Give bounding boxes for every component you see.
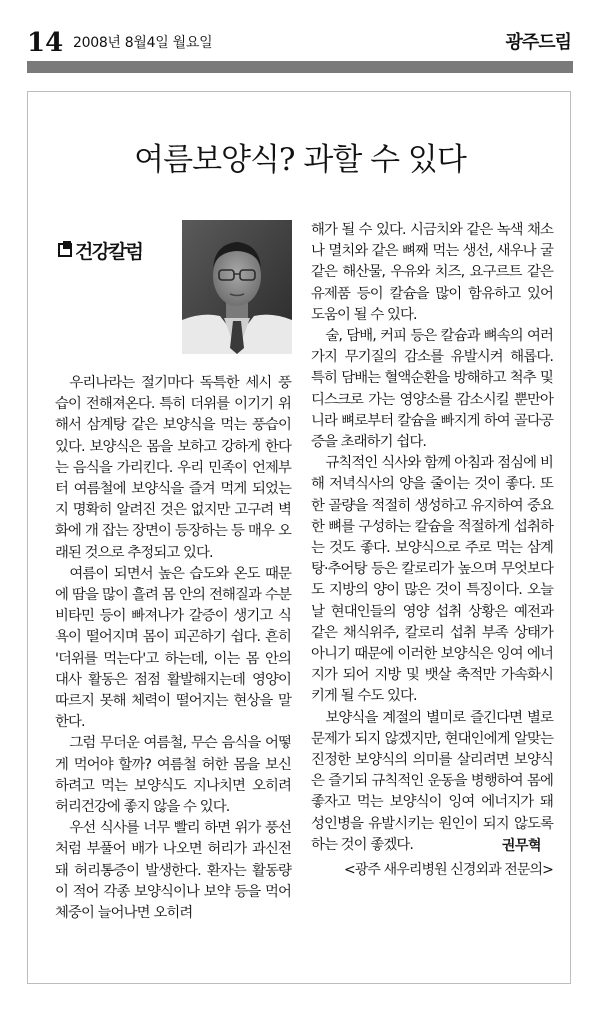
author-portrait [182,220,292,354]
author-affiliation: <광주 새우리병원 신경외과 전문의> [343,862,553,879]
header-rule [27,61,573,73]
article-headline: 여름보양식? 과할 수 있다 [134,142,466,178]
column-label-text: 건강칼럼 [75,240,143,263]
body-paragraph: 해가 될 수 있다. 시금치와 같은 녹색 채소나 멸치와 같은 뼈째 먹는 생선, 새우나 굴 같은 해산물, 우유와 치즈, 요구르트 같은 유제품 등이 칼슘을 많이 함유하고 있어 도움이 될 수 있다. [311,222,553,323]
article-body-right-column [311,220,553,881]
body-paragraph: 우선 식사를 너무 빨리 하면 위가 풍선처럼 부풀어 배가 나오면 허리가 과신전돼 허리통증이 발생한다. 환자는 활동량이 적어 각종 보양식이나 보약 등을 먹어 체중이 늘어나면 오히려 [55,820,291,922]
article-body-left-column [55,373,291,924]
body-paragraph: 그럼 무더운 여름철, 무슨 음식을 어떻게 먹어야 할까? 여름철 허한 몸을 보신하려고 먹는 보양식도 지나치면 오히려 허리건강에 좋지 않을 수 있다. [55,735,291,816]
body-paragraph: 여름이 되면서 높은 습도와 온도 때문에 땀을 많이 흘려 몸 안의 전해질과 수분 비타민 등이 빠져나가 갈증이 생기고 식욕이 떨어지며 몸이 피곤하기 쉽다. 흔히 '더위를 먹는다'고 하는데, 이는 몸 안의 대사 활동은 점점 활발해지는데 영양이 따르지 못해 체력이 떨어지는 현상을 말한다. [55,565,291,731]
body-paragraph: 우리나라는 절기마다 독특한 세시 풍습이 전해져온다. 특히 더위를 이기기 위해서 삼계탕 같은 보양식을 먹는 풍습이 있다. 보양식은 몸을 보하고 강하게 한다는 음식을 가리킨다. 우리 민족이 언제부터 여름철에 보양식을 즐겨 먹게 되었는지 명확히 알려진 것은 없지만 고구려 벽화에 개 잡는 장면이 등장하는 등 매우 오래된 것으로 추정되고 있다. [55,375,291,561]
body-paragraph: 술, 담배, 커피 등은 칼슘과 뼈속의 여러 가지 무기질의 감소를 유발시켜 해롭다. 특히 담배는 혈액순환을 방해하고 척추 및 디스크로 가는 영양소를 감소시킬 뿐만아니라 뼈로부터 칼슘을 빠지게 하여 골다공증을 초래하기 쉽다. [311,328,553,451]
column-label [58,235,142,265]
page-header [27,28,573,58]
publication-date: 2008년 8월4일 월요일 [73,35,213,51]
publication-name: 광주드림 [505,32,571,53]
body-paragraph: 규칙적인 식사와 함께 아침과 점심에 비해 저녁식사의 양을 줄이는 것이 좋다. 또한 골량을 적절히 생성하고 유지하여 중요한 뼈를 구성하는 칼슘을 적절하게 섭취하는 것도 좋다. 보양식으로 주로 먹는 삼계탕·추어탕 등은 칼로리가 높으며 무엇보다도 지방의 양이 많은 것이 특징이다. 오늘날 현대인들의 영양 섭취 상황은 예전과 같은 채식위주, 칼로리 섭취 부족 상태가 아니기 때문에 이러한 보양식은 잉여 에너지가 되어 지방 및 뱃살 축적만 가속화시키게 될 수도 있다. [311,455,553,705]
body-paragraph: 보양식을 계절의 별미로 즐긴다면 별로 문제가 되지 않겠지만, 현대인에게 알맞는 진정한 보양식의 의미를 살리려면 보양식은 즐기되 규칙적인 운동을 병행하여 몸에 좋자고 먹는 보양식이 잉여 에너지가 돼 성인병을 유발시키는 원인이 되지 않도록 하는 것이 좋겠다. [311,709,553,853]
column-marker-icon [58,243,72,257]
author-name: 권무혁 [501,838,541,855]
author-portrait-photo [182,220,292,354]
page-number: 14 [27,28,64,58]
